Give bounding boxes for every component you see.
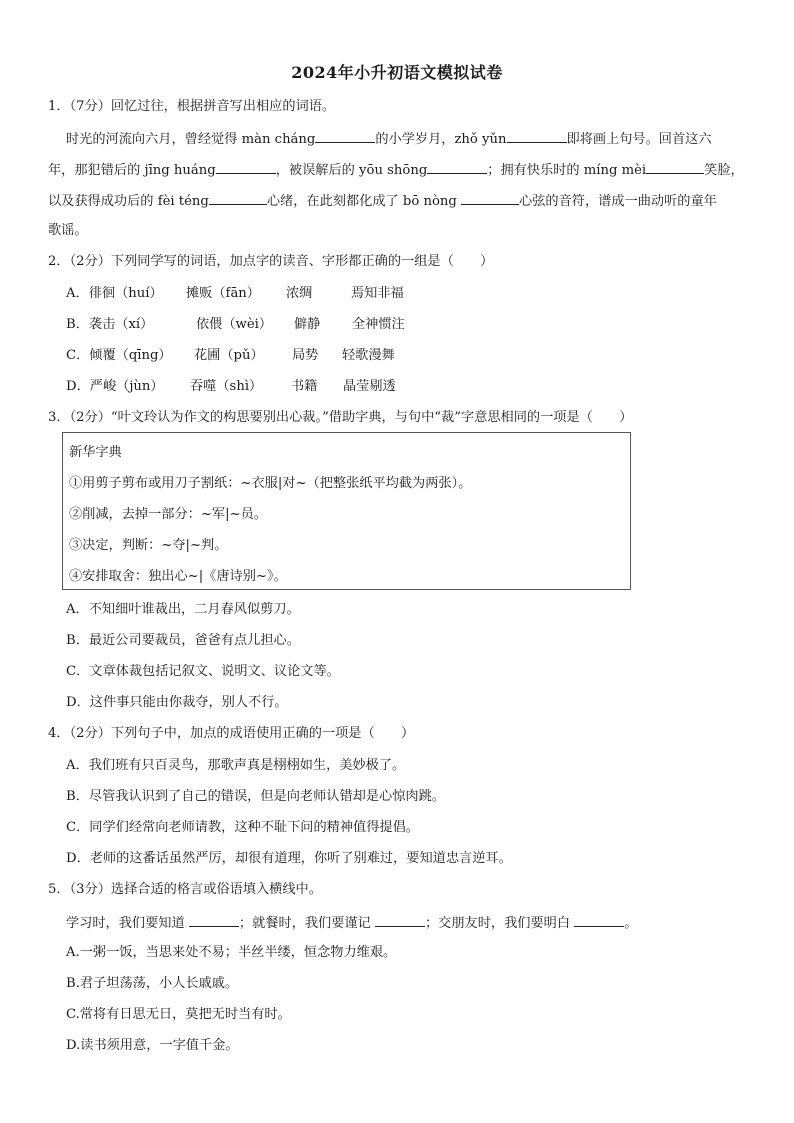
answer-blank[interactable] — [189, 912, 239, 927]
dictionary-meaning-1: ①用剪子剪布或用刀子割纸：~衣服|对~（把整张纸平均截为两张）。 — [69, 476, 472, 491]
page-title: 2024年小升初语文模拟试卷 — [291, 63, 503, 82]
option-word: 浓绸 — [286, 286, 313, 301]
question-1-head: 1．（7分）回忆过往，根据拼音写出相应的词语。 — [48, 99, 336, 114]
option-word: 轻歌漫舞 — [342, 348, 395, 363]
answer-blank[interactable] — [461, 190, 519, 205]
option-word: C．倾覆（qīng） — [66, 348, 172, 363]
option-word: 晶莹剔透 — [343, 379, 396, 394]
answer-blank[interactable] — [574, 912, 624, 927]
option-word: A．徘徊（huí） — [66, 286, 163, 301]
question-5-option-c[interactable]: C.常将有日思无日，莫把无时当有时。 — [66, 1007, 291, 1022]
question-2-option-d[interactable] — [66, 377, 766, 397]
answer-blank[interactable] — [216, 159, 276, 174]
q1-text: 心弦的音符，谱成一曲动听的童年 — [519, 194, 717, 209]
question-4-option-d[interactable]: D．老师的这番话虽然严厉，却很有道理，你听了别难过，要知道忠言逆耳。 — [66, 851, 512, 866]
option-word: 焉知非福 — [351, 286, 404, 301]
question-4-option-b[interactable]: B．尽管我认识到了自己的错误，但是向老师认错却是心惊肉跳。 — [66, 789, 445, 804]
option-word: 书籍 — [291, 379, 318, 394]
question-2-option-c[interactable] — [66, 346, 766, 366]
option-word: 局势 — [292, 348, 319, 363]
answer-blank[interactable] — [375, 912, 425, 927]
question-3-option-c[interactable]: C．文章体裁包括记叙文、说明文、议论文等。 — [66, 664, 340, 679]
question-4-option-a[interactable]: A．我们班有只百灵鸟，那歌声真是栩栩如生，美妙极了。 — [66, 758, 406, 773]
q1-text: 即将画上句号。回首这六 — [566, 132, 712, 147]
q1-text: 年，那犯错后的 jīng huáng — [48, 163, 216, 178]
dictionary-meaning-4: ④安排取舍：独出心~|《唐诗别~》。 — [69, 569, 287, 584]
option-word: D．严峻（jùn） — [66, 379, 164, 394]
question-3-option-a[interactable]: A．不知细叶谁裁出，二月春风似剪刀。 — [66, 602, 300, 617]
q5-text: ；就餐时，我们要谨记 — [238, 916, 371, 931]
question-3-option-b[interactable]: B．最近公司要裁员，爸爸有点儿担心。 — [66, 633, 300, 648]
option-word: B．袭击（xí） — [66, 317, 154, 332]
q1-text: ；拥有快乐时的 míng mèi — [487, 163, 647, 178]
question-5-sentence — [66, 912, 766, 934]
question-4-head: 4．（2分）下列句子中，加点的成语使用正确的一项是（ ） — [48, 726, 415, 741]
question-3-head: 3．（2分）“叶文玲认为作文的构思要别出心裁。”借助字典，与句中“裁”字意思相同的一项是（ ） — [48, 410, 633, 425]
q1-text: ，被误解后的 yōu shōng — [275, 163, 428, 178]
q5-text: ；交朋友时，我们要明白 — [424, 916, 571, 931]
question-5-option-d[interactable]: D.读书须用意，一字值千金。 — [66, 1038, 239, 1053]
q1-text: 的小学岁月，zhǒ yǔn — [375, 132, 507, 147]
dictionary-meaning-3: ③决定，判断：~夺|~判。 — [69, 538, 228, 553]
option-word: 花圃（pǔ） — [194, 348, 264, 363]
dictionary-box — [62, 432, 631, 590]
answer-blank[interactable] — [315, 128, 375, 143]
option-word: 吞噬（shì） — [190, 379, 263, 394]
question-1-line-1 — [66, 128, 766, 150]
q1-text: 心绪，在此刻都化成了 bō nòng — [266, 194, 457, 209]
option-word: 僻静 — [294, 317, 321, 332]
answer-blank[interactable] — [507, 128, 567, 143]
answer-blank[interactable] — [646, 159, 704, 174]
q1-text: 时光的河流向六月，曾经觉得 màn cháng — [66, 132, 316, 147]
question-2-head: 2．（2分）下列同学写的词语，加点字的读音、字形都正确的一组是（ ） — [48, 254, 494, 269]
answer-blank[interactable] — [427, 159, 487, 174]
q1-text: 笑脸， — [704, 163, 744, 178]
q1-text: 以及获得成功后的 fèi téng — [48, 194, 209, 209]
q5-text: 学习时，我们要知道 — [66, 916, 185, 931]
q5-text: 。 — [624, 916, 638, 931]
dictionary-title: 新华字典 — [69, 445, 122, 460]
question-2-option-a[interactable] — [66, 284, 766, 304]
question-1-line-3 — [48, 190, 748, 212]
question-5-option-b[interactable]: B.君子坦荡荡，小人长戚戚。 — [66, 976, 239, 991]
question-1-line-2 — [48, 159, 748, 181]
dictionary-meaning-2: ②削减，去掉一部分：~军|~员。 — [69, 507, 267, 522]
question-5-option-a[interactable]: A.一粥一饭，当思来处不易；半丝半缕，恒念物力维艰。 — [66, 945, 397, 960]
option-word: 摊贩（fān） — [186, 286, 260, 301]
question-2-option-b[interactable] — [66, 315, 766, 335]
question-3-option-d[interactable]: D．这件事只能由你裁夺，别人不行。 — [66, 695, 288, 710]
question-5-head: 5．（3分）选择合适的格言或俗语填入横线中。 — [48, 882, 322, 897]
answer-blank[interactable] — [209, 190, 267, 205]
option-word: 全神惯注 — [352, 317, 405, 332]
option-word: 依偎（wèi） — [196, 317, 273, 332]
question-4-option-c[interactable]: C．同学们经常向老师请教，这种不耻下问的精神值得提倡。 — [66, 820, 419, 835]
question-1-line-4: 歌谣。 — [48, 223, 88, 238]
